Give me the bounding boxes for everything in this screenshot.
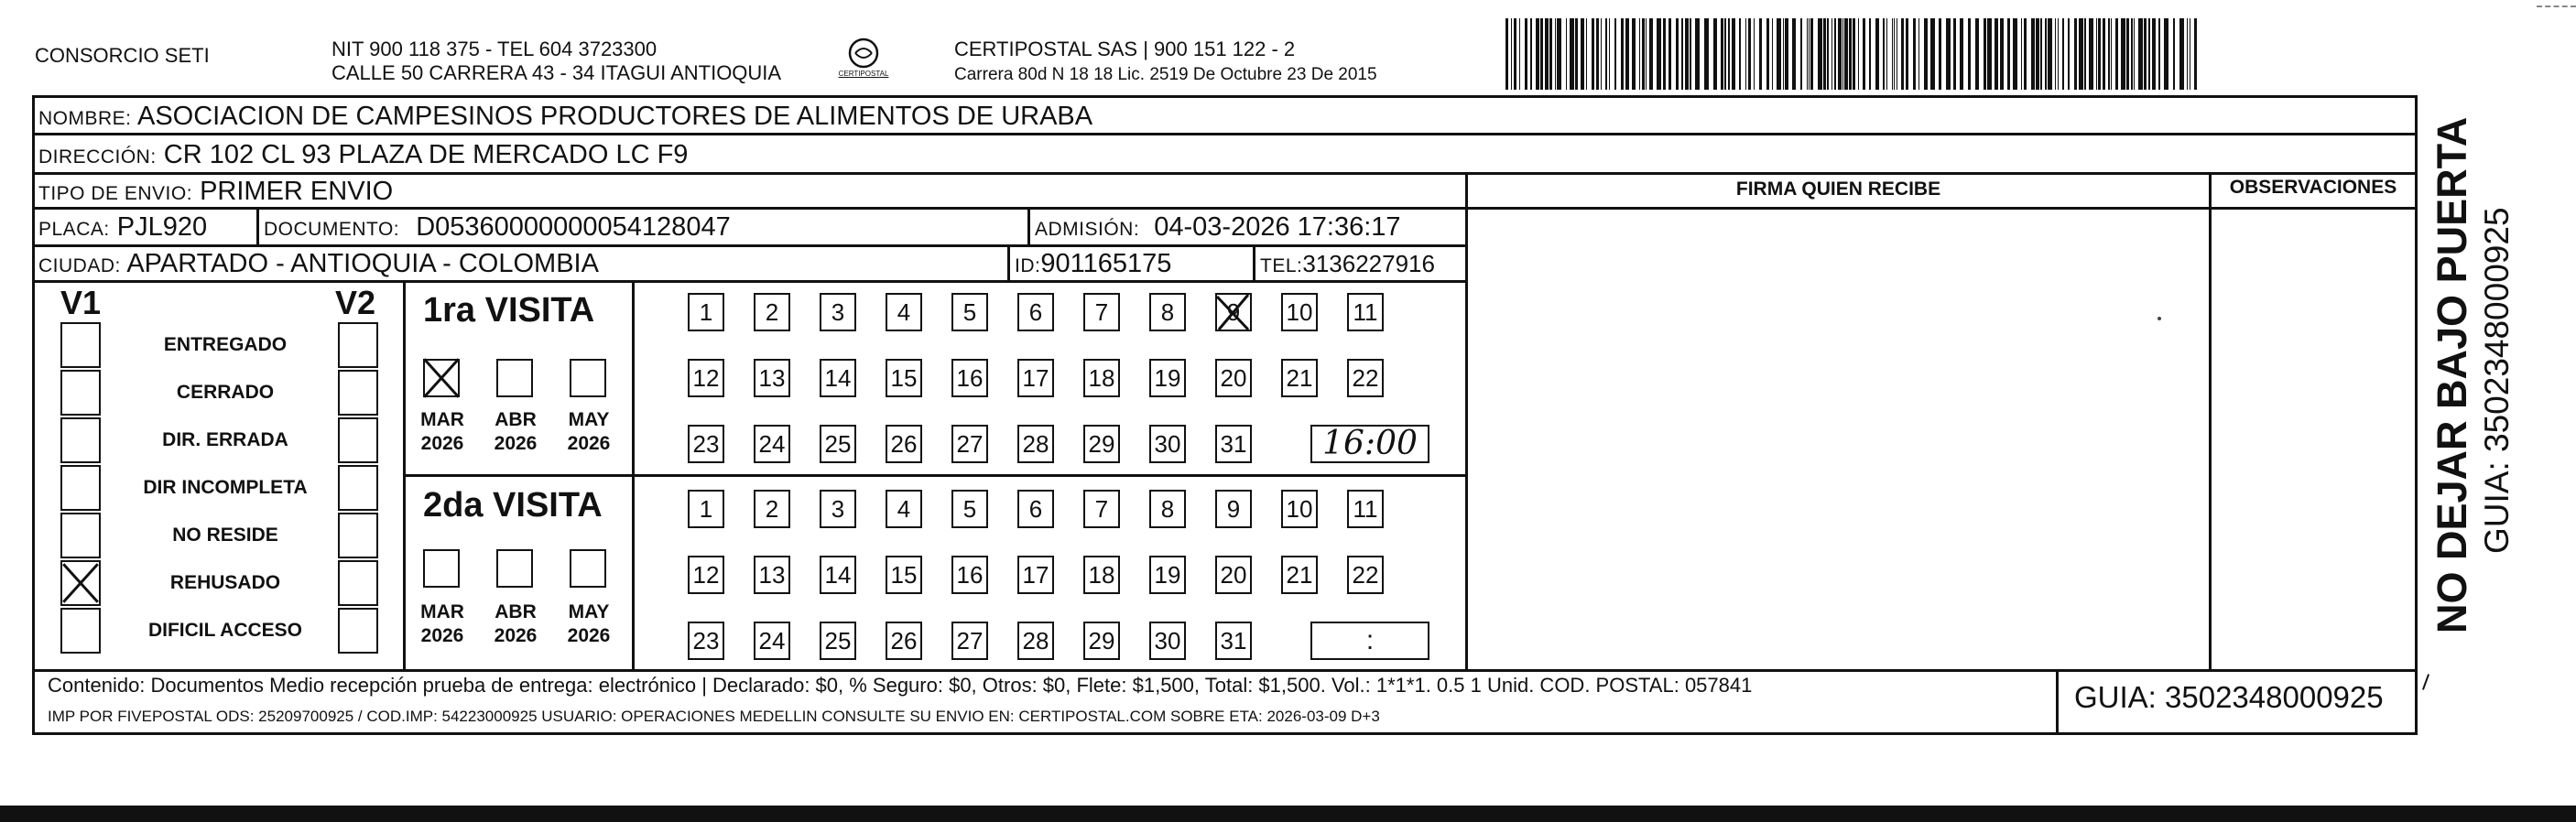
day-box[interactable]: 6 [1017, 293, 1054, 331]
day-box[interactable]: 7 [1083, 490, 1120, 528]
day-box[interactable]: 24 [754, 425, 790, 463]
id-label: ID: [1015, 255, 1041, 276]
barcode-bar [1863, 18, 1865, 90]
day-box[interactable]: 15 [886, 359, 922, 397]
month-label [412, 600, 473, 648]
barcode-bar [2040, 18, 2042, 90]
v1-checkbox[interactable] [60, 608, 101, 654]
barcode-bar [1713, 18, 1717, 90]
day-box[interactable]: 7 [1083, 293, 1120, 331]
day-box[interactable]: 20 [1215, 556, 1252, 594]
day-box[interactable]: 28 [1017, 622, 1054, 660]
certipostal-logo [839, 35, 888, 86]
barcode-bar [1748, 18, 1751, 90]
barcode-bar [2024, 18, 2027, 90]
barcode-bar [1984, 18, 1986, 90]
barcode-bar [2108, 18, 2110, 90]
month-name: MAR [420, 409, 464, 430]
nombre-value: ASOCIACION DE CAMPESINOS PRODUCTORES DE ALIMENTOS DE URABA [136, 102, 1093, 131]
barcode-bar [1566, 18, 1567, 90]
day-box[interactable]: 8 [1149, 490, 1186, 528]
month-name: MAY [568, 409, 610, 430]
barcode-bar [1968, 18, 1971, 90]
day-box[interactable]: 30 [1149, 622, 1186, 660]
barcode-bar [1792, 18, 1796, 90]
month-year: 2026 [567, 625, 611, 646]
day-box[interactable]: 2 [754, 293, 790, 331]
barcode-bar [2013, 18, 2017, 90]
barcode-bar [1894, 18, 1895, 90]
barcode-bar [1892, 18, 1893, 90]
day-box[interactable]: 4 [886, 293, 922, 331]
status-label: CERRADO [176, 382, 275, 403]
day-box[interactable]: 5 [951, 490, 988, 528]
day-box[interactable]: 31 [1215, 425, 1252, 463]
v2-label: V2 [335, 284, 376, 321]
v2-checkbox[interactable] [338, 513, 378, 558]
barcode-bar [1783, 18, 1784, 90]
visita2-title: 2da VISITA [423, 486, 603, 525]
month-label [559, 408, 619, 456]
day-box[interactable]: 22 [1347, 359, 1384, 397]
v2-checkbox[interactable] [338, 322, 378, 368]
day-box[interactable]: 3 [820, 293, 856, 331]
direccion-value: CR 102 CL 93 PLAZA DE MERCADO LC F9 [163, 140, 689, 169]
placa-field [38, 213, 207, 243]
v1-label: V1 [60, 284, 102, 321]
barcode-bar [2158, 18, 2160, 90]
barcode-bar [1807, 18, 1808, 90]
barcode-bar [1724, 18, 1726, 90]
day-box[interactable]: 18 [1083, 359, 1120, 397]
admision-value: 04-03-2026 17:36:17 [1154, 212, 1401, 242]
nombre-field [38, 103, 1092, 133]
guia-footer: GUIA: 3502348000925 [2074, 680, 2384, 714]
day-box-marked[interactable]: 9 [1215, 293, 1252, 331]
barcode-bar [1592, 18, 1594, 90]
month-label [485, 600, 546, 648]
barcode-bar [1939, 18, 1941, 90]
day-box[interactable]: 8 [1149, 293, 1186, 331]
day-box[interactable]: 19 [1149, 359, 1186, 397]
month-checkbox[interactable] [423, 359, 460, 397]
month-name: ABR [495, 409, 537, 430]
day-box[interactable]: 5 [951, 293, 988, 331]
day-box[interactable]: 16 [951, 359, 988, 397]
barcode-bar [1663, 18, 1666, 90]
barcode-bar [1704, 18, 1709, 90]
handwritten-x-mark [1212, 289, 1254, 335]
day-box[interactable]: 25 [820, 425, 856, 463]
barcode-bar [1913, 18, 1916, 90]
company-name: CONSORCIO SETI [35, 44, 210, 67]
barcode-bar [2111, 18, 2112, 90]
v2-checkbox[interactable] [338, 417, 378, 463]
barcode-bar [2173, 18, 2175, 90]
barcode-bar [1632, 18, 1636, 90]
barcode-bar [1511, 18, 1512, 90]
barcode-bar [1777, 18, 1781, 90]
ciudad-value: APARTADO - ANTIOQUIA - COLOMBIA [126, 249, 599, 278]
barcode-bar [1883, 18, 1885, 90]
barcode-bar [2062, 18, 2064, 90]
day-box[interactable]: 27 [951, 425, 988, 463]
barcode-bar [1906, 18, 1908, 90]
barcode-bar [1505, 18, 1508, 90]
barcode-bar [1842, 18, 1843, 90]
day-box[interactable]: 13 [754, 556, 790, 594]
barcode-bar [2007, 18, 2010, 90]
day-box[interactable]: 12 [688, 359, 724, 397]
tel-value: 3136227916 [1302, 250, 1435, 277]
barcode-bar [1514, 18, 1516, 90]
barcode-bar [2194, 18, 2197, 90]
tipo-envio-label: TIPO DE ENVIO: [38, 183, 193, 204]
day-box[interactable]: 6 [1017, 490, 1054, 528]
barcode-bar [1918, 18, 1919, 90]
barcode-bar [1785, 18, 1788, 90]
barcode-bar [1827, 18, 1829, 90]
month-year: 2026 [420, 433, 464, 454]
barcode-bar [1994, 18, 1998, 90]
barcode-bar [1581, 18, 1584, 90]
barcode-bar [1754, 18, 1755, 90]
barcode-bar [1728, 18, 1730, 90]
day-box[interactable]: 23 [688, 622, 724, 660]
admision-label: ADMISIÓN: [1035, 219, 1140, 240]
day-box[interactable]: 12 [688, 556, 724, 594]
day-box[interactable]: 17 [1017, 359, 1054, 397]
barcode-bar [1657, 18, 1661, 90]
direccion-label: DIRECCIÓN: [38, 146, 157, 168]
tick-mark [2422, 674, 2429, 690]
barcode-bar [2115, 18, 2118, 90]
barcode-bar [1838, 18, 1842, 90]
month-label [412, 408, 473, 456]
top-edge-mark [2537, 5, 2576, 7]
tel-field [1260, 250, 1435, 280]
barcode-bar [1649, 18, 1653, 90]
day-box[interactable]: 27 [951, 622, 988, 660]
day-box[interactable]: 14 [820, 359, 856, 397]
barcode-bar [1596, 18, 1599, 90]
barcode-bar [2148, 18, 2150, 90]
month-checkbox[interactable] [496, 359, 533, 397]
barcode-bar [2068, 18, 2070, 90]
barcode-bar [1621, 18, 1624, 90]
day-box[interactable]: 30 [1149, 425, 1186, 463]
status-label: DIR. ERRADA [162, 429, 288, 450]
observaciones-area[interactable] [2212, 207, 2415, 669]
documento-field [264, 213, 731, 243]
no-dejar-bajo-puerta: NO DEJAR BAJO PUERTA [2429, 116, 2475, 633]
v1-checkbox[interactable] [60, 560, 101, 606]
tel-label: TEL: [1260, 255, 1303, 276]
barcode-bar [1536, 18, 1539, 90]
status-label: DIFICIL ACCESO [147, 620, 302, 641]
barcode-bar [1605, 18, 1607, 90]
barcode-bar [2021, 18, 2022, 90]
barcode-bar [2036, 18, 2039, 90]
barcode-bar [1759, 18, 1762, 90]
v2-checkbox[interactable] [338, 560, 378, 606]
day-box[interactable]: 22 [1347, 556, 1384, 594]
month-label [559, 600, 619, 648]
day-box[interactable]: 1 [688, 490, 724, 528]
firma-header: FIRMA QUIEN RECIBE [1735, 178, 1941, 200]
barcode-bar [2138, 18, 2143, 90]
month-checkbox[interactable] [570, 359, 606, 397]
month-name: MAR [420, 601, 464, 622]
day-box[interactable]: 20 [1215, 359, 1252, 397]
tipo-envio-value: PRIMER ENVIO [200, 177, 394, 206]
imp-line: IMP POR FIVEPOSTAL ODS: 25209700925 / COD.IMP: 54223000925 USUARIO: OPERACIONES MEDELLIN CONSULTE SU ENVIO EN: CERTIPOSTAL.COM SOBRE ETA: 2026-03-09 D+3 [48, 708, 1380, 725]
month-year: 2026 [420, 625, 464, 646]
day-box[interactable]: 13 [754, 359, 790, 397]
day-box[interactable]: 3 [820, 490, 856, 528]
logo-text: CERTIPOSTAL [838, 70, 889, 78]
documento-value: D05360000000054128047 [416, 212, 731, 242]
barcode-bar [1858, 18, 1859, 90]
barcode-bar [1614, 18, 1616, 90]
barcode-bar [1946, 18, 1951, 90]
certipostal-line: CERTIPOSTAL SAS | 900 151 122 - 2 [954, 38, 1296, 60]
day-box[interactable]: 2 [754, 490, 790, 528]
barcode-bar [1601, 18, 1602, 90]
barcode-bar [1953, 18, 1956, 90]
ciudad-label: CIUDAD: [38, 255, 121, 276]
barcode-bar [1853, 18, 1855, 90]
v1-checkbox[interactable] [60, 322, 101, 368]
month-checkbox[interactable] [496, 549, 533, 588]
day-box[interactable]: 24 [754, 622, 790, 660]
barcode-bar [1646, 18, 1647, 90]
day-box[interactable]: 21 [1281, 556, 1318, 594]
barcode-bar [2134, 18, 2135, 90]
barcode-bar [2187, 18, 2188, 90]
v1-checkbox[interactable] [60, 417, 101, 463]
day-box[interactable]: 4 [886, 490, 922, 528]
barcode-bar [1690, 18, 1691, 90]
documento-label: DOCUMENTO: [264, 219, 400, 240]
barcode-bar [1987, 18, 1992, 90]
bottom-edge-bar [0, 806, 2576, 822]
barcode-bar [1766, 18, 1769, 90]
barcode-bar [1721, 18, 1723, 90]
day-box[interactable]: 14 [820, 556, 856, 594]
day-box[interactable]: 15 [886, 556, 922, 594]
v1-checkbox[interactable] [60, 465, 101, 511]
placa-value: PJL920 [116, 212, 208, 242]
barcode-bar [2074, 18, 2077, 90]
barcode-bar [1555, 18, 1556, 90]
day-box[interactable]: 18 [1083, 556, 1120, 594]
status-label: ENTREGADO [163, 334, 288, 355]
barcode-bar [2048, 18, 2052, 90]
barcode-bar [1975, 18, 1979, 90]
v1-checkbox[interactable] [60, 513, 101, 558]
barcode-bar [1823, 18, 1826, 90]
barcode-bar [2045, 18, 2047, 90]
barcode-bar [1960, 18, 1963, 90]
day-box[interactable]: 17 [1017, 556, 1054, 594]
month-year: 2026 [494, 433, 538, 454]
barcode-bar [2103, 18, 2105, 90]
barcode-bar [2079, 18, 2083, 90]
time-box[interactable]: : [1310, 622, 1429, 660]
contenido-line: Contenido: Documentos Medio recepción prueba de entrega: electrónico | Declarado: $0, % Seguro: $0, Otros: $0, Flete: $1,500, Total: $1,500. Vol.: 1*1*1. 0.5 1 Unid. COD. POSTAL: 057841 [48, 674, 1753, 697]
month-year: 2026 [567, 433, 611, 454]
barcode-bar [2031, 18, 2035, 90]
barcode [1504, 18, 2218, 93]
v2-checkbox[interactable] [338, 370, 378, 416]
day-box[interactable]: 26 [886, 622, 922, 660]
day-box[interactable]: 9 [1215, 490, 1252, 528]
barcode-bar [2126, 18, 2129, 90]
month-label [485, 408, 546, 456]
day-box[interactable]: 29 [1083, 425, 1120, 463]
admision-field [1035, 213, 1401, 243]
month-checkbox[interactable] [570, 549, 606, 588]
ciudad-field [38, 250, 599, 280]
barcode-bar [1732, 18, 1735, 90]
barcode-bar [1557, 18, 1561, 90]
license-line: Carrera 80d N 18 18 Lic. 2519 De Octubre 23 De 2015 [954, 65, 1377, 84]
barcode-bar [1519, 18, 1520, 90]
barcode-bar [2096, 18, 2097, 90]
barcode-bar [1849, 18, 1852, 90]
barcode-bar [1772, 18, 1773, 90]
day-box[interactable]: 26 [886, 425, 922, 463]
month-checkbox[interactable] [423, 549, 460, 588]
barcode-bar [1745, 18, 1746, 90]
barcode-bar [2144, 18, 2147, 90]
day-box[interactable]: 10 [1281, 490, 1318, 528]
month-name: ABR [495, 601, 537, 622]
status-label: DIR INCOMPLETA [143, 477, 308, 498]
barcode-bar [1818, 18, 1822, 90]
day-box[interactable]: 1 [688, 293, 724, 331]
barcode-bar [2131, 18, 2133, 90]
barcode-bar [2098, 18, 2101, 90]
day-box[interactable]: 28 [1017, 425, 1054, 463]
barcode-bar [1809, 18, 1810, 90]
day-box[interactable]: 19 [1149, 556, 1186, 594]
barcode-bar [1924, 18, 1928, 90]
ink-dot [2158, 317, 2161, 320]
barcode-bar [1525, 18, 1527, 90]
v1-checkbox[interactable] [60, 370, 101, 416]
barcode-bar [2121, 18, 2125, 90]
barcode-bar [1545, 18, 1549, 90]
v2-checkbox[interactable] [338, 465, 378, 511]
address-line: CALLE 50 CARRERA 43 - 34 ITAGUI ANTIOQUIA [332, 61, 782, 84]
guia-vertical: GUIA: 3502348000925 [2478, 207, 2516, 554]
barcode-bar [2152, 18, 2156, 90]
firma-area[interactable] [1469, 207, 2209, 669]
barcode-bar [1685, 18, 1689, 90]
barcode-bar [1800, 18, 1802, 90]
barcode-bar [1681, 18, 1683, 90]
barcode-bar [1901, 18, 1904, 90]
barcode-bar [1869, 18, 1871, 90]
day-box[interactable]: 16 [951, 556, 988, 594]
observaciones-header: OBSERVACIONES [2229, 177, 2397, 198]
barcode-bar [2179, 18, 2184, 90]
status-label: NO RESIDE [172, 525, 278, 546]
barcode-bar [1875, 18, 1879, 90]
month-year: 2026 [494, 625, 538, 646]
barcode-bar [1625, 18, 1629, 90]
id-field [1015, 250, 1171, 280]
day-box[interactable]: 11 [1347, 293, 1384, 331]
barcode-bar [2164, 18, 2168, 90]
day-box[interactable]: 11 [1347, 490, 1384, 528]
barcode-bar [1844, 18, 1848, 90]
barcode-bar [2000, 18, 2004, 90]
visita1-title: 1ra VISITA [423, 291, 595, 330]
placa-label: PLACA: [38, 219, 110, 240]
day-box[interactable]: 10 [1281, 293, 1318, 331]
barcode-bar [1642, 18, 1645, 90]
day-box[interactable]: 29 [1083, 622, 1120, 660]
nombre-label: NOMBRE: [38, 108, 132, 129]
barcode-bar [1586, 18, 1587, 90]
barcode-bar [1695, 18, 1700, 90]
time-box-handwritten[interactable]: 16:00 [1310, 425, 1429, 463]
day-box[interactable]: 25 [820, 622, 856, 660]
barcode-bar [1575, 18, 1578, 90]
barcode-bar [1831, 18, 1832, 90]
day-box[interactable]: 31 [1215, 622, 1252, 660]
id-value: 901165175 [1040, 249, 1172, 278]
tipo-envio-field [38, 178, 393, 208]
barcode-bar [1930, 18, 1935, 90]
barcode-bar [2084, 18, 2086, 90]
barcode-bar [1810, 18, 1813, 90]
day-box[interactable]: 21 [1281, 359, 1318, 397]
barcode-bar [1639, 18, 1640, 90]
day-box[interactable]: 23 [688, 425, 724, 463]
barcode-bar [1834, 18, 1836, 90]
v2-checkbox[interactable] [338, 608, 378, 654]
barcode-bar [2058, 18, 2059, 90]
barcode-bar [1549, 18, 1552, 90]
status-label: REHUSADO [169, 572, 281, 593]
barcode-bar [1540, 18, 1543, 90]
barcode-bar [2089, 18, 2093, 90]
barcode-bar [1530, 18, 1532, 90]
barcode-bar [1668, 18, 1671, 90]
nit-line: NIT 900 118 375 - TEL 604 3723300 [332, 38, 658, 60]
barcode-bar [1676, 18, 1679, 90]
month-name: MAY [568, 601, 610, 622]
barcode-bar [2055, 18, 2056, 90]
direccion-field [38, 141, 688, 171]
barcode-bar [1886, 18, 1887, 90]
barcode-bar [1739, 18, 1741, 90]
barcode-bar [1609, 18, 1610, 90]
barcode-bar [1570, 18, 1574, 90]
